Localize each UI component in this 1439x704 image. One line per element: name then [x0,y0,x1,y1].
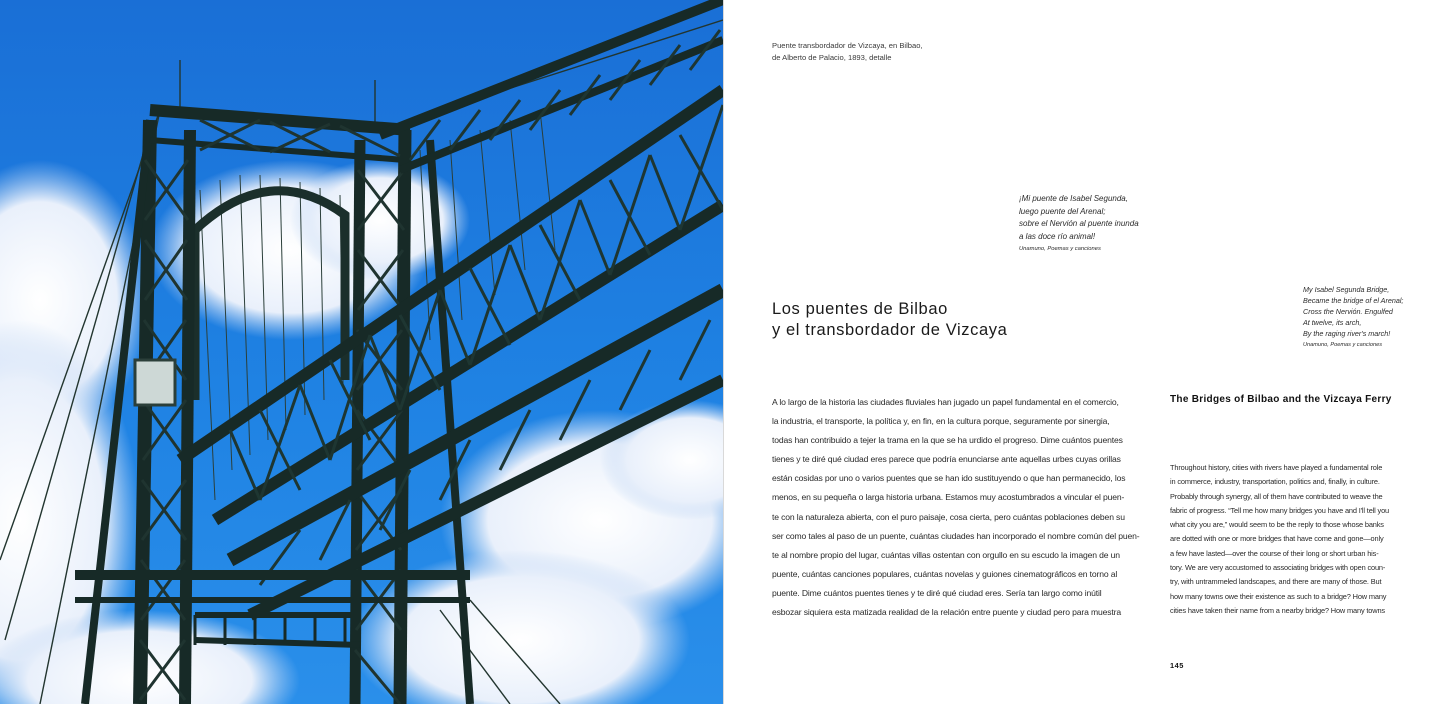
body-line: la industria, el transporte, la política y, en fin, en la cultura porque, seguramente por sinergia, [772,416,1110,427]
verse-line: Became the bridge of el Arenal; [1303,296,1404,305]
verse-line: luego puente del Arenal; [1019,206,1106,216]
body-line: están cosidas por uno o varios puentes que se han ido sustituyendo o que han permanecido, los [772,473,1126,484]
verse-english [1303,284,1403,351]
body-line: try, with untrammeled landscapes, and there are many of those. But [1170,577,1382,587]
body-line: tienes y te diré qué ciudad eres parece que podría enunciarse ante aquellas urbes cuyas orillas [772,454,1121,465]
body-line: te con la naturaleza abierta, con el puro paisaje, cosa cierta, pero cuántas poblaciones deben su [772,511,1125,522]
body-line: puente, cuántas canciones populares, cuántas novelas y guiones cinematográficos en torno al [772,568,1118,579]
verse-line: a las doce río animal! [1019,231,1096,241]
page-number: 145 [1170,661,1184,670]
verse-credit [1019,244,1139,255]
body-line: puente. Dime cuántos puentes tienes y te diré qué ciudad eres. Sería tan largo como inútil [772,587,1102,598]
body-line: tory. We are very accustomed to associating bridges with open coun- [1170,563,1386,573]
verse-work: Poemas y canciones [1047,246,1101,252]
body-line: menos, en su pequeña o larga historia urbana. Estamos muy acostumbrados a vincular el puen- [772,492,1125,503]
body-line: Probably through synergy, all of them have contributed to weave the [1170,491,1383,501]
verse-line: ¡Mi puente de Isabel Segunda, [1019,194,1128,203]
verse-author: Unamuno, [1019,246,1048,252]
caption-line: de Alberto de Palacio, 1893, detalle [772,53,892,62]
verse-line: sobre el Nervión al puente inunda [1019,219,1139,228]
body-text-english [1170,461,1410,618]
body-line: in commerce, industry, transportation, politics and, finally, in culture. [1170,477,1380,487]
body-line: Throughout history, cities with rivers have played a fundamental role [1170,463,1383,472]
caption-line: Puente transbordador de Vizcaya, en Bilbao, [772,41,923,50]
verse-spanish [1019,193,1139,255]
body-line: a few have lasted—over the course of their long or short urban his- [1170,548,1379,558]
body-line: A lo largo de la historia las ciudades fluviales han jugado un papel fundamental en el comercio, [772,397,1119,407]
verse-line: At twelve, its arch, [1303,318,1362,327]
body-line: todas han contribuido a tejer la trama en la que se ha urdido el progreso. Dime cuántos puentes [772,435,1123,446]
body-line: are dotted with one or more bridges that have come and gone—only [1170,534,1384,544]
body-text-spanish [772,393,1140,622]
body-line: esbozar siquiera esta matizada realidad de la relación entre puente y ciudad pero para muestra [772,607,1121,618]
verse-line: Cross the Nervión. Engulfed [1303,307,1393,316]
body-line: te al nombre propio del lugar, cuántas villas ostentan con orgullo en su escudo la imagen de un [772,549,1120,560]
verse-line: By the raging river's march! [1303,329,1391,338]
photo-caption [772,40,972,64]
body-line: ser como tales al paso de un puente, cuántas ciudades han incorporado el nombre común del puen- [772,530,1140,541]
verse-author: Unamuno, [1303,342,1331,348]
title-line: Los puentes de Bilbao [772,300,948,318]
body-line: fabric of progress. “Tell me how many bridges you have and I'll tell you [1170,505,1390,515]
verse-credit [1303,340,1403,351]
verse-line: My Isabel Segunda Bridge, [1303,285,1390,294]
body-line: how many towns owe their existence as such to a bridge? How many [1170,591,1387,601]
verse-work: Poemas y canciones [1330,342,1382,348]
body-line: what city you are,” would seem to be the reply to those whose banks [1170,520,1384,530]
chapter-title-english: The Bridges of Bilbao and the Vizcaya Ferry [1170,394,1392,405]
page-gutter [723,0,724,704]
chapter-title-spanish [772,299,1007,340]
title-line: y el transbordador de Vizcaya [772,320,1008,339]
body-line: cities have taken their name from a nearby bridge? How many towns [1170,605,1385,615]
